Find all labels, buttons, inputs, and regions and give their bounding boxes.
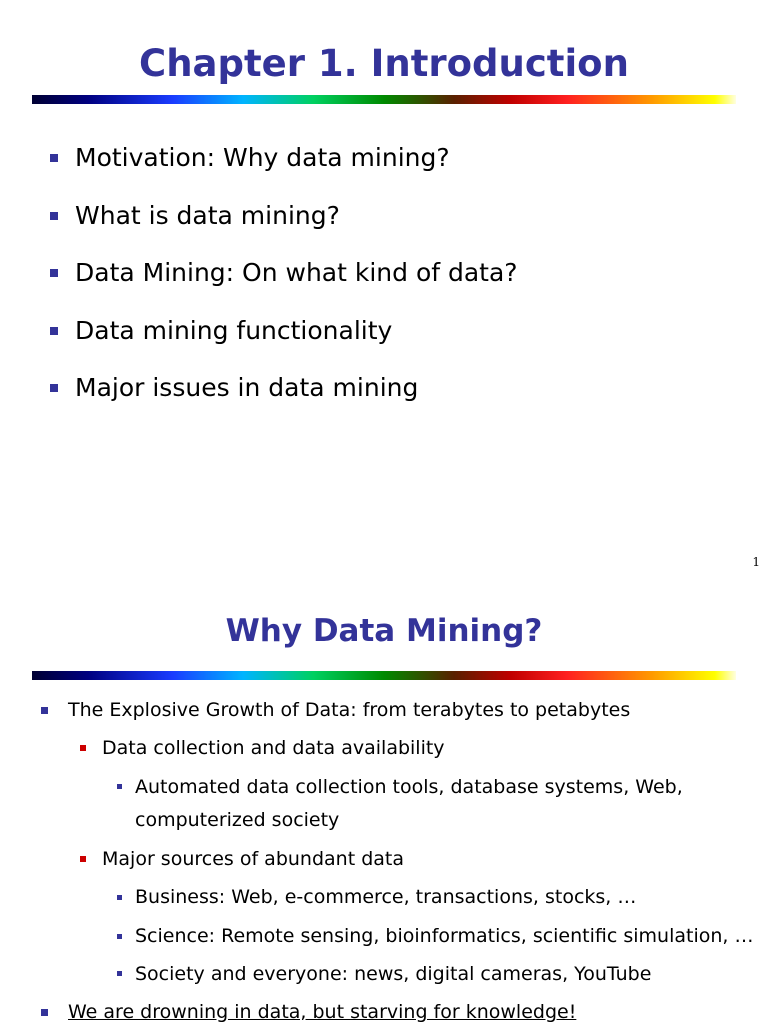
title-gradient-rule bbox=[32, 671, 736, 680]
slide-title: Chapter 1. Introduction bbox=[139, 42, 629, 85]
page-number: 1 bbox=[752, 555, 760, 569]
bullet-item: Data Mining: On what kind of data? bbox=[48, 255, 518, 313]
slide-2 bbox=[0, 580, 768, 1024]
bullet-square-icon bbox=[50, 212, 58, 220]
bullet-item: Data collection and data availability bbox=[102, 737, 445, 759]
bullet-item: Business: Web, e-commerce, transactions, stocks, … bbox=[135, 886, 637, 908]
bullet-square-icon bbox=[117, 784, 122, 789]
bullet-square-icon bbox=[41, 1009, 48, 1016]
bullet-item: Major issues in data mining bbox=[48, 370, 518, 428]
bullet-square-icon bbox=[117, 934, 122, 939]
title-gradient-rule bbox=[32, 95, 736, 104]
bullet-square-icon bbox=[50, 384, 58, 392]
bullet-item: What is data mining? bbox=[48, 198, 518, 256]
bullet-list bbox=[48, 140, 518, 428]
bullet-item: We are drowning in data, but starving for knowledge! bbox=[68, 1001, 577, 1023]
bullet-square-icon bbox=[117, 971, 122, 976]
bullet-square-icon bbox=[80, 745, 86, 751]
bullet-item: Automated data collection tools, database systems, Web, bbox=[135, 776, 683, 798]
bullet-item-continuation: computerized society bbox=[135, 809, 340, 831]
bullet-square-icon bbox=[50, 269, 58, 277]
bullet-item: Society and everyone: news, digital cameras, YouTube bbox=[135, 963, 652, 985]
bullet-square-icon bbox=[41, 707, 48, 714]
bullet-item: Motivation: Why data mining? bbox=[48, 140, 518, 198]
bullet-item: Data mining functionality bbox=[48, 313, 518, 371]
bullet-item: Major sources of abundant data bbox=[102, 848, 404, 870]
bullet-item: The Explosive Growth of Data: from terabytes to petabytes bbox=[68, 699, 631, 721]
bullet-square-icon bbox=[50, 327, 58, 335]
bullet-square-icon bbox=[50, 154, 58, 162]
bullet-square-icon bbox=[117, 895, 122, 900]
bullet-square-icon bbox=[80, 856, 86, 862]
bullet-item: Science: Remote sensing, bioinformatics, scientific simulation, … bbox=[135, 925, 754, 947]
slide-title: Why Data Mining? bbox=[225, 613, 543, 649]
